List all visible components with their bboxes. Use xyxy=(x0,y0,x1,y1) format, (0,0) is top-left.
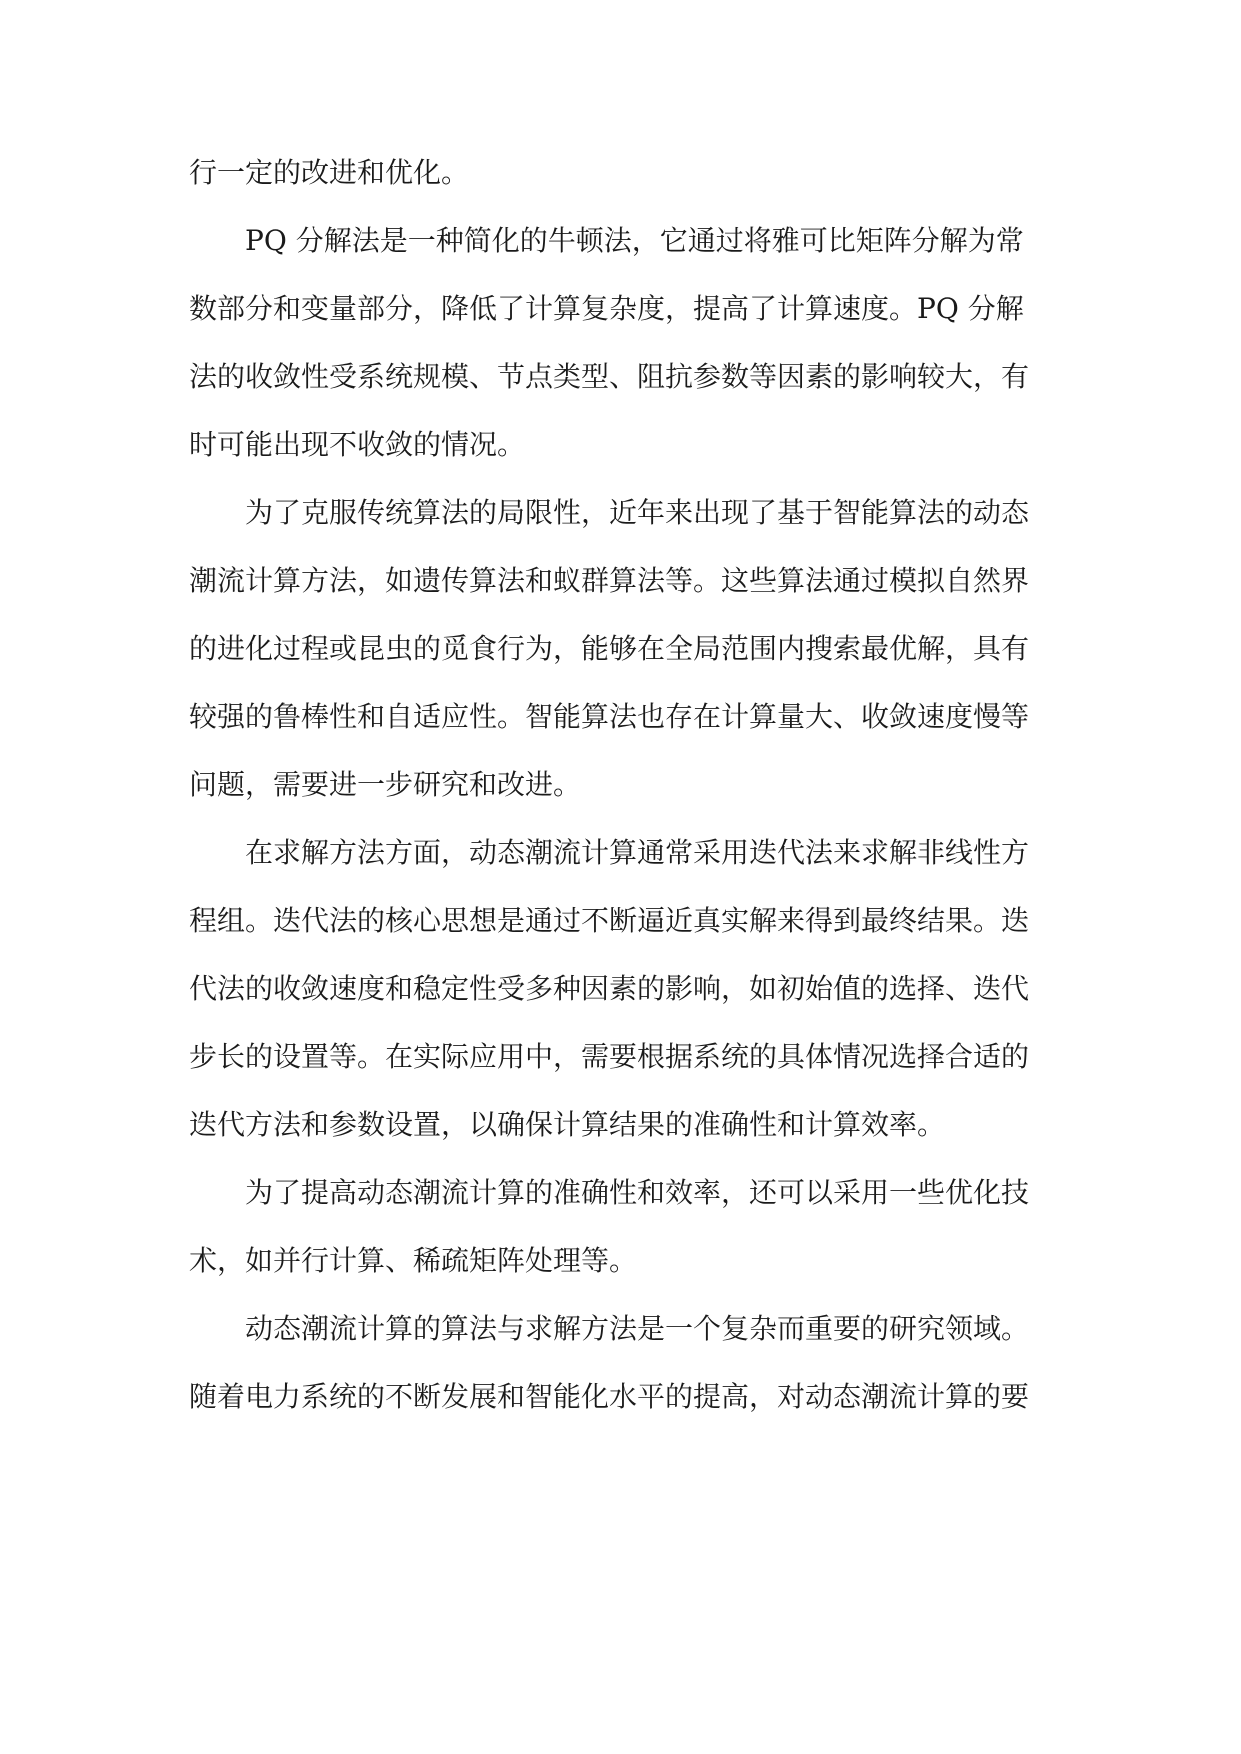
text-line: 术，如并行计算、稀疏矩阵处理等。 xyxy=(189,1244,638,1277)
paragraph xyxy=(189,139,1059,207)
text-line: PQ 分解法是一种简化的牛顿法，它通过将雅可比矩阵分解为常 xyxy=(245,224,1024,257)
text-line: 动态潮流计算的算法与求解方法是一个复杂而重要的研究领域。 xyxy=(245,1312,1030,1345)
text-line: 法的收敛性受系统规模、节点类型、阻抗参数等因素的影响较大，有 xyxy=(189,360,1030,393)
text-line: 迭代方法和参数设置，以确保计算结果的准确性和计算效率。 xyxy=(189,1108,946,1141)
paragraph xyxy=(189,207,1059,479)
text-line: 步长的设置等。在实际应用中，需要根据系统的具体情况选择合适的 xyxy=(189,1040,1030,1073)
paragraph xyxy=(189,479,1059,819)
text-line: 数部分和变量部分，降低了计算复杂度，提高了计算速度。PQ 分解 xyxy=(189,292,1024,325)
paragraph xyxy=(189,1295,1059,1431)
text-line: 问题，需要进一步研究和改进。 xyxy=(189,768,582,801)
paragraph xyxy=(189,819,1059,1159)
text-line: 在求解方法方面，动态潮流计算通常采用迭代法来求解非线性方 xyxy=(245,836,1030,869)
text-line: 时可能出现不收敛的情况。 xyxy=(189,428,526,461)
text-line: 代法的收敛速度和稳定性受多种因素的影响，如初始值的选择、迭代 xyxy=(189,972,1030,1005)
text-line: 潮流计算方法，如遗传算法和蚁群算法等。这些算法通过模拟自然界 xyxy=(189,564,1030,597)
paragraph xyxy=(189,1159,1059,1295)
text-line: 较强的鲁棒性和自适应性。智能算法也存在计算量大、收敛速度慢等 xyxy=(189,700,1030,733)
body-text xyxy=(189,139,1059,1431)
text-line: 为了提高动态潮流计算的准确性和效率，还可以采用一些优化技 xyxy=(245,1176,1030,1209)
text-line: 为了克服传统算法的局限性，近年来出现了基于智能算法的动态 xyxy=(245,496,1030,529)
text-line: 的进化过程或昆虫的觅食行为，能够在全局范围内搜索最优解，具有 xyxy=(189,632,1030,665)
text-line: 随着电力系统的不断发展和智能化水平的提高，对动态潮流计算的要 xyxy=(189,1380,1030,1413)
text-line: 行一定的改进和优化。 xyxy=(189,156,470,189)
text-line: 程组。迭代法的核心思想是通过不断逼近真实解来得到最终结果。迭 xyxy=(189,904,1030,937)
